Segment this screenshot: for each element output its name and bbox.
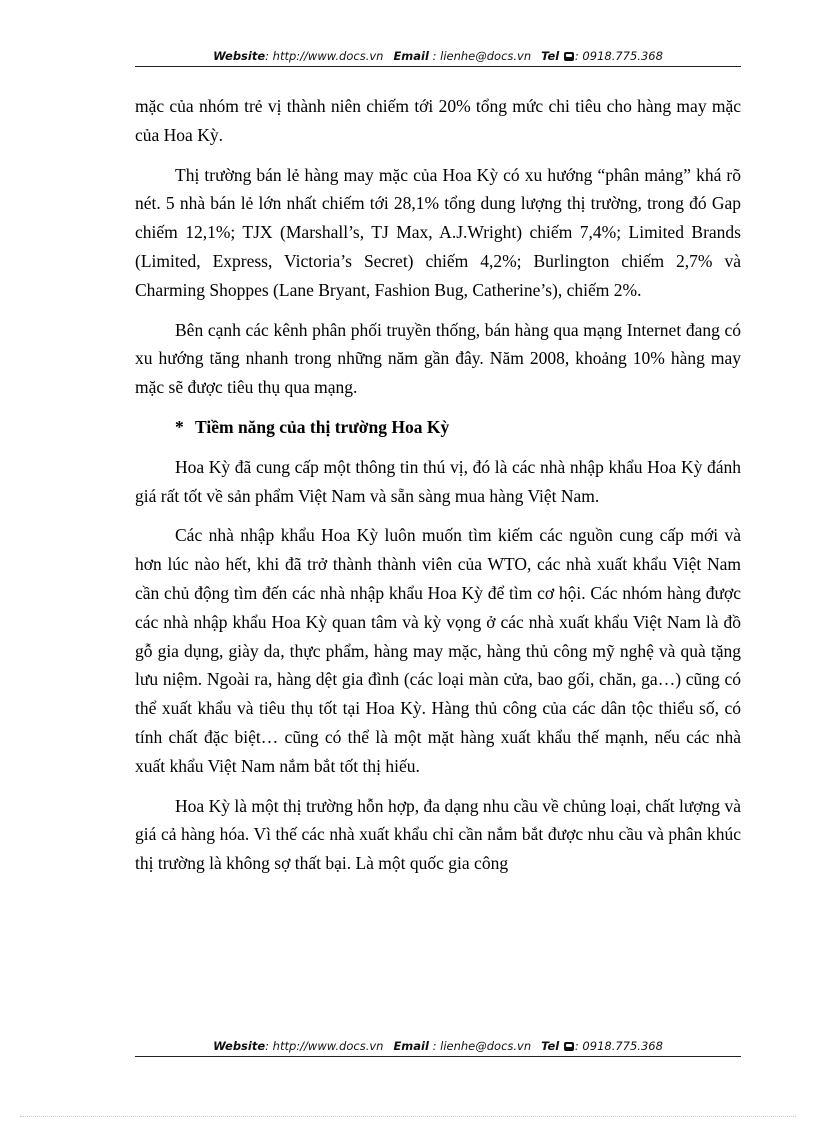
section-heading <box>135 413 741 442</box>
footer-rule <box>135 1056 741 1057</box>
website-label: Website <box>213 1039 266 1053</box>
phone-icon <box>564 52 574 61</box>
email-label: Email <box>393 1039 429 1053</box>
page-edge-dotted-line <box>20 1116 796 1117</box>
header-rule <box>135 66 741 67</box>
paragraph-4: Hoa Kỳ đã cung cấp một thông tin thú vị, đó là các nhà nhập khẩu Hoa Kỳ đánh giá rất tốt về sản phẩm Việt Nam và sẵn sàng mua hàng Việt Nam. <box>135 456 741 506</box>
heading-bullet: * <box>175 416 184 437</box>
paragraph-5: Các nhà nhập khẩu Hoa Kỳ luôn muốn tìm kiếm các nguồn cung cấp mới và hơn lúc nào hết, khi đã trở thành thành viên của WTO, các nhà xuất khẩu Việt Nam cần chủ động tìm đến các nhà nhập khẩu Hoa Kỳ để tìm cơ hội. Các nhóm hàng được các nhà nhập khẩu Hoa Kỳ quan tâm và kỳ vọng ở các nhà xuất khẩu Việt Nam là đồ gỗ gia dụng, giày da, thực phẩm, hàng may mặc, hàng thủ công mỹ nghệ và quà tặng lưu niệm. Ngoài ra, hàng dệt gia đình (các loại màn cửa, bao gối, chăn, ga…) cũng có thể xuất khẩu và tiêu thụ tốt tại Hoa Kỳ. Hàng thủ công của các dân tộc thiểu số, có tính chất đặc biệt… cũng có thể là một mặt hàng xuất khẩu thế mạnh, nếu các nhà xuất khẩu Việt Nam nắm bắt tốt thị hiếu. <box>135 525 741 776</box>
tel-label: Tel <box>541 1039 560 1053</box>
paragraph-2: Thị trường bán lẻ hàng may mặc của Hoa Kỳ có xu hướng “phân mảng” khá rõ nét. 5 nhà bán lẻ lớn nhất chiếm tới 28,1% tổng dung lượng thị trường, trong đó Gap chiếm 12,1%; TJX (Marshall’s, TJ Max, A.J.Wright) chiếm 7,4%; Limited Brands (Limited, Express, Victoria’s Secret) chiếm 4,2%; Burlington chiếm 2,7% và Charming Shoppes (Lane Bryant, Fashion Bug, Catherine’s), chiếm 2%. <box>135 164 741 300</box>
tel-number: : 0918.775.368 <box>574 1039 663 1053</box>
tel-number: : 0918.775.368 <box>574 49 663 63</box>
page-header <box>135 49 741 63</box>
phone-icon <box>564 1042 574 1051</box>
tel-label: Tel <box>541 49 560 63</box>
website-url[interactable]: : http://www.docs.vn <box>265 49 384 63</box>
page-footer <box>135 1039 741 1053</box>
website-label: Website <box>213 49 266 63</box>
email-address[interactable]: : lienhe@docs.vn <box>428 49 532 63</box>
email-address[interactable]: : lienhe@docs.vn <box>428 1039 532 1053</box>
website-url[interactable]: : http://www.docs.vn <box>265 1039 384 1053</box>
paragraph-6: Hoa Kỳ là một thị trường hỗn hợp, đa dạng nhu cầu về chủng loại, chất lượng và giá cả hàng hóa. Vì thế các nhà xuất khẩu chỉ cần nắm bắt được nhu cầu và phân khúc thị trường là không sợ thất bại. Là một quốc gia công <box>135 795 741 874</box>
document-body <box>135 92 741 878</box>
email-label: Email <box>393 49 429 63</box>
heading-text: Tiềm năng của thị trường Hoa Kỳ <box>195 416 450 437</box>
paragraph-3: Bên cạnh các kênh phân phối truyền thống, bán hàng qua mạng Internet đang có xu hướng tăng nhanh trong những năm gần đây. Năm 2008, khoảng 10% hàng may mặc sẽ được tiêu thụ qua mạng. <box>135 319 741 398</box>
paragraph-1: mặc của nhóm trẻ vị thành niên chiếm tới 20% tổng mức chi tiêu cho hàng may mặc của Hoa Kỳ. <box>135 96 741 145</box>
